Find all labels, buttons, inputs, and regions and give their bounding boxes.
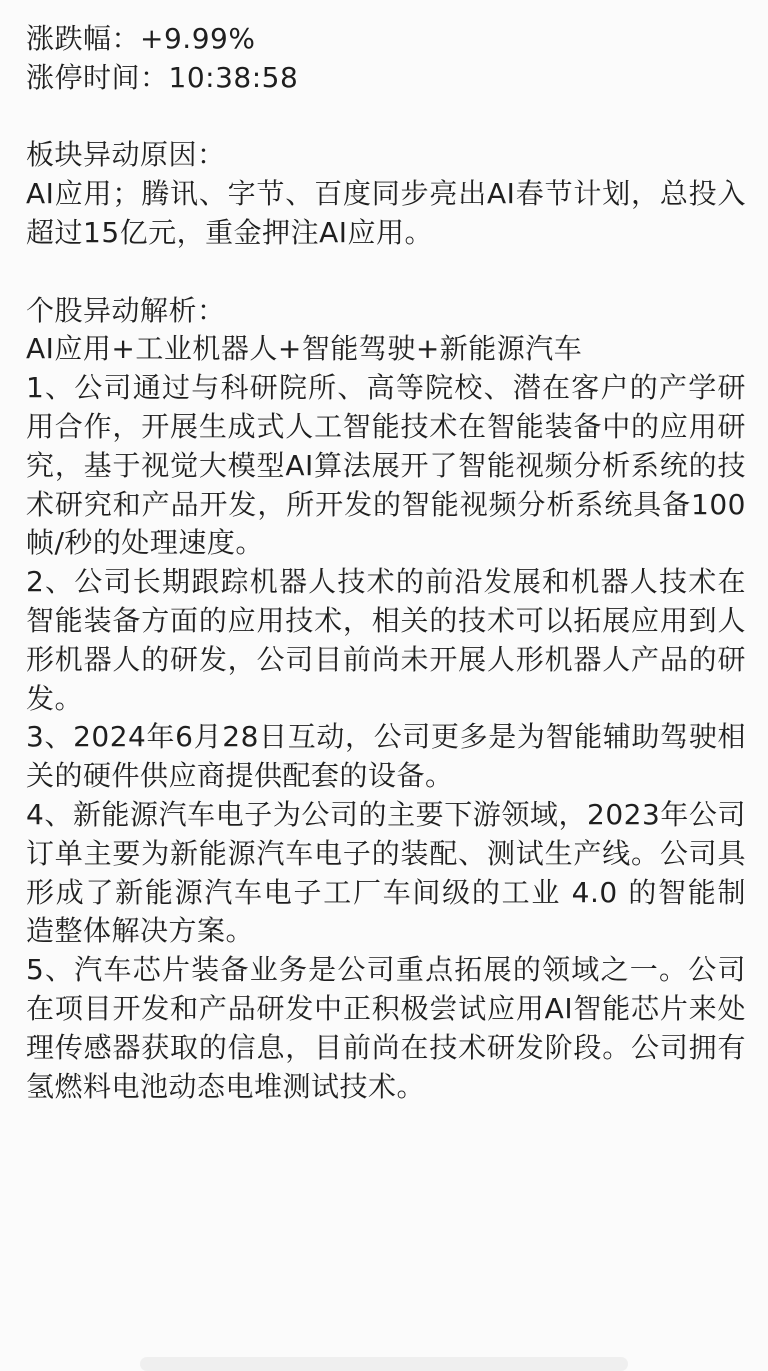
sector-reason: AI应用；腾讯、字节、百度同步亮出AI春节计划，总投入超过15亿元，重金押注AI应用。	[26, 177, 746, 249]
sector-heading: 板块异动原因：	[26, 138, 226, 172]
stock-tags: AI应用+工业机器人+智能驾驶+新能源汽车	[26, 332, 583, 366]
change-value: +9.99%	[140, 22, 256, 55]
spacer	[26, 253, 746, 292]
limit-time-line	[26, 59, 746, 98]
limit-time-label: 涨停时间：	[26, 60, 169, 94]
analysis-point-5: 5、汽车芯片装备业务是公司重点拓展的领域之一。公司在项目开发和产品研发中正积极尝试应用AI智能芯片来处理传感器获取的信息，目前尚在技术研发阶段。公司拥有氢燃料电池动态电堆测试技术。	[26, 953, 746, 1103]
analysis-point-3: 3、2024年6月28日互动，公司更多是为智能辅助驾驶相关的硬件供应商提供配套的设备。	[26, 720, 746, 793]
stock-heading: 个股异动解析：	[26, 293, 226, 327]
change-label: 涨跌幅：	[26, 22, 141, 55]
limit-time-value: 10:38:58	[168, 60, 299, 94]
bottom-input-bar[interactable]	[140, 1357, 628, 1371]
article-body	[26, 20, 746, 1106]
spacer	[26, 98, 746, 137]
analysis-point-4: 4、新能源汽车电子为公司的主要下游领域，2023年公司订单主要为新能源汽车电子的装配、测试生产线。公司具形成了新能源汽车电子工厂车间级的工业 4.0 的智能制造整体解决方案。	[26, 797, 746, 948]
analysis-point-1: 1、公司通过与科研院所、高等院校、潜在客户的产学研用合作，开展生成式人工智能技术在智能装备中的应用研究，基于视觉大模型AI算法展开了智能视频分析系统的技术研究和产品开发，所开发的智能视频分析系统具备100帧/秒的处理速度。	[26, 371, 746, 560]
change-line	[26, 20, 746, 59]
analysis-point-2: 2、公司长期跟踪机器人技术的前沿发展和机器人技术在智能装备方面的应用技术，相关的技术可以拓展应用到人形机器人的研发，公司目前尚未开展人形机器人产品的研发。	[26, 565, 746, 715]
